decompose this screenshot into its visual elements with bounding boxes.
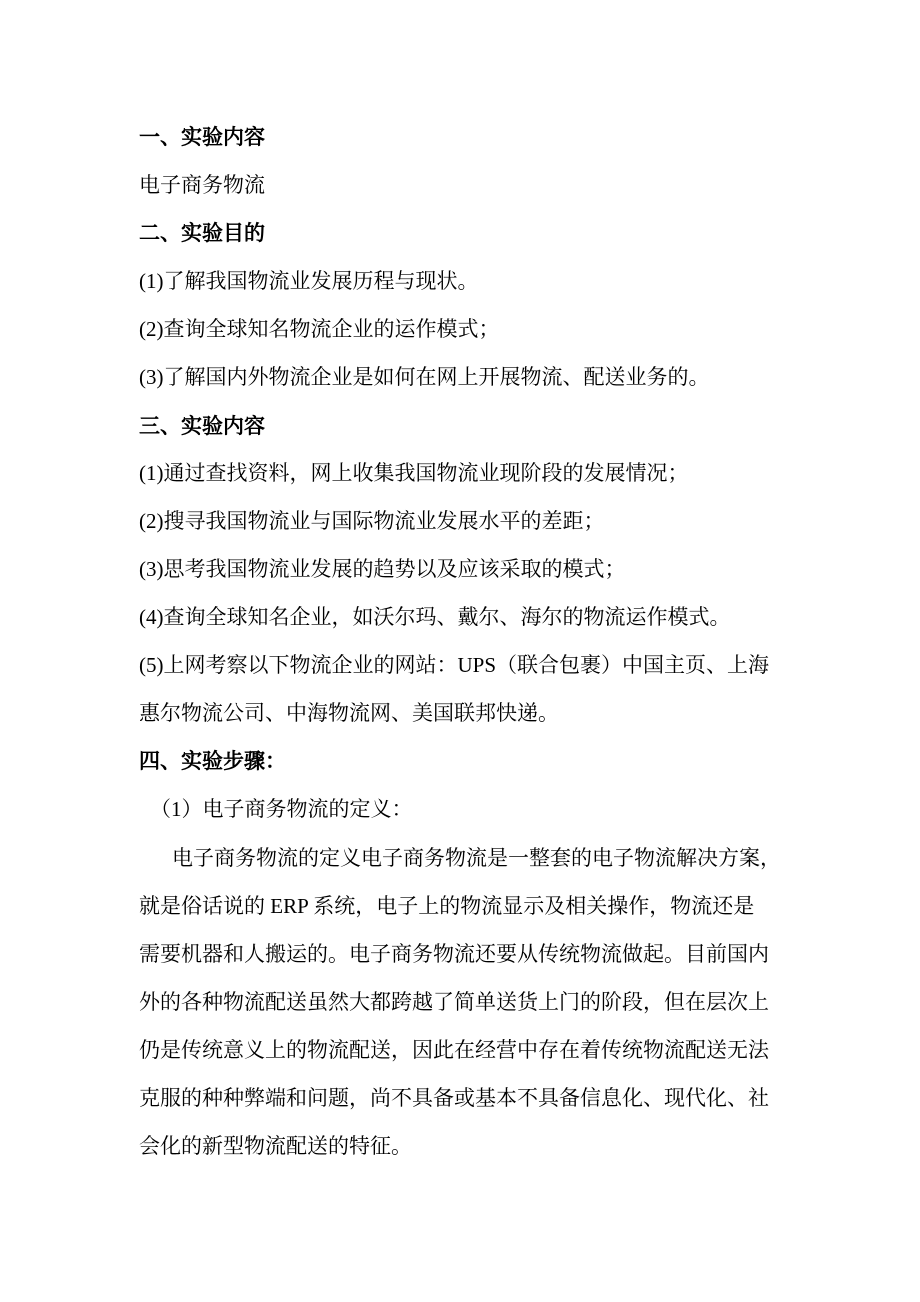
list-item: (1)了解我国物流业发展历程与现状。 <box>139 269 479 293</box>
paragraph-line: 克服的种种弊端和问题，尚不具备或基本不具备信息化、现代化、社 <box>139 1086 769 1110</box>
list-item: (5)上网考察以下物流企业的网站：UPS（联合包裹）中国主页、上海 <box>139 653 770 677</box>
section-body-1: 电子商务物流 <box>139 173 265 197</box>
list-item: (3)思考我国物流业发展的趋势以及应该采取的模式； <box>139 557 626 581</box>
paragraph-line: 电子商务物流的定义电子商务物流是一整套的电子物流解决方案， <box>172 846 781 870</box>
paragraph-line: 需要机器和人搬运的。电子商务物流还要从传统物流做起。目前国内 <box>139 942 769 966</box>
paragraph-line: 就是俗话说的 ERP 系统，电子上的物流显示及相关操作，物流还是 <box>139 894 755 918</box>
paragraph-line: 会化的新型物流配送的特征。 <box>139 1134 412 1158</box>
list-item: (2)搜寻我国物流业与国际物流业发展水平的差距； <box>139 509 605 533</box>
section-heading-3: 三、实验内容 <box>139 414 265 438</box>
list-item: (3)了解国内外物流企业是如何在网上开展物流、配送业务的。 <box>139 365 710 389</box>
section-heading-2: 二、实验目的 <box>139 221 265 245</box>
paragraph-line: 外的各种物流配送虽然大都跨越了简单送货上门的阶段，但在层次上 <box>139 990 769 1014</box>
list-item: (2)查询全球知名物流企业的运作模式； <box>139 317 500 341</box>
list-item: (4)查询全球知名企业，如沃尔玛、戴尔、海尔的物流运作模式。 <box>139 605 731 629</box>
section-heading-1: 一、实验内容 <box>139 125 265 149</box>
section-heading-4: 四、实验步骤： <box>139 749 286 773</box>
subheading: （1）电子商务物流的定义： <box>150 797 413 821</box>
paragraph-line: 仍是传统意义上的物流配送，因此在经营中存在着传统物流配送无法 <box>139 1038 769 1062</box>
list-item: (1)通过查找资料，网上收集我国物流业现阶段的发展情况； <box>139 461 689 485</box>
list-item-continued: 惠尔物流公司、中海物流网、美国联邦快递。 <box>139 701 559 725</box>
